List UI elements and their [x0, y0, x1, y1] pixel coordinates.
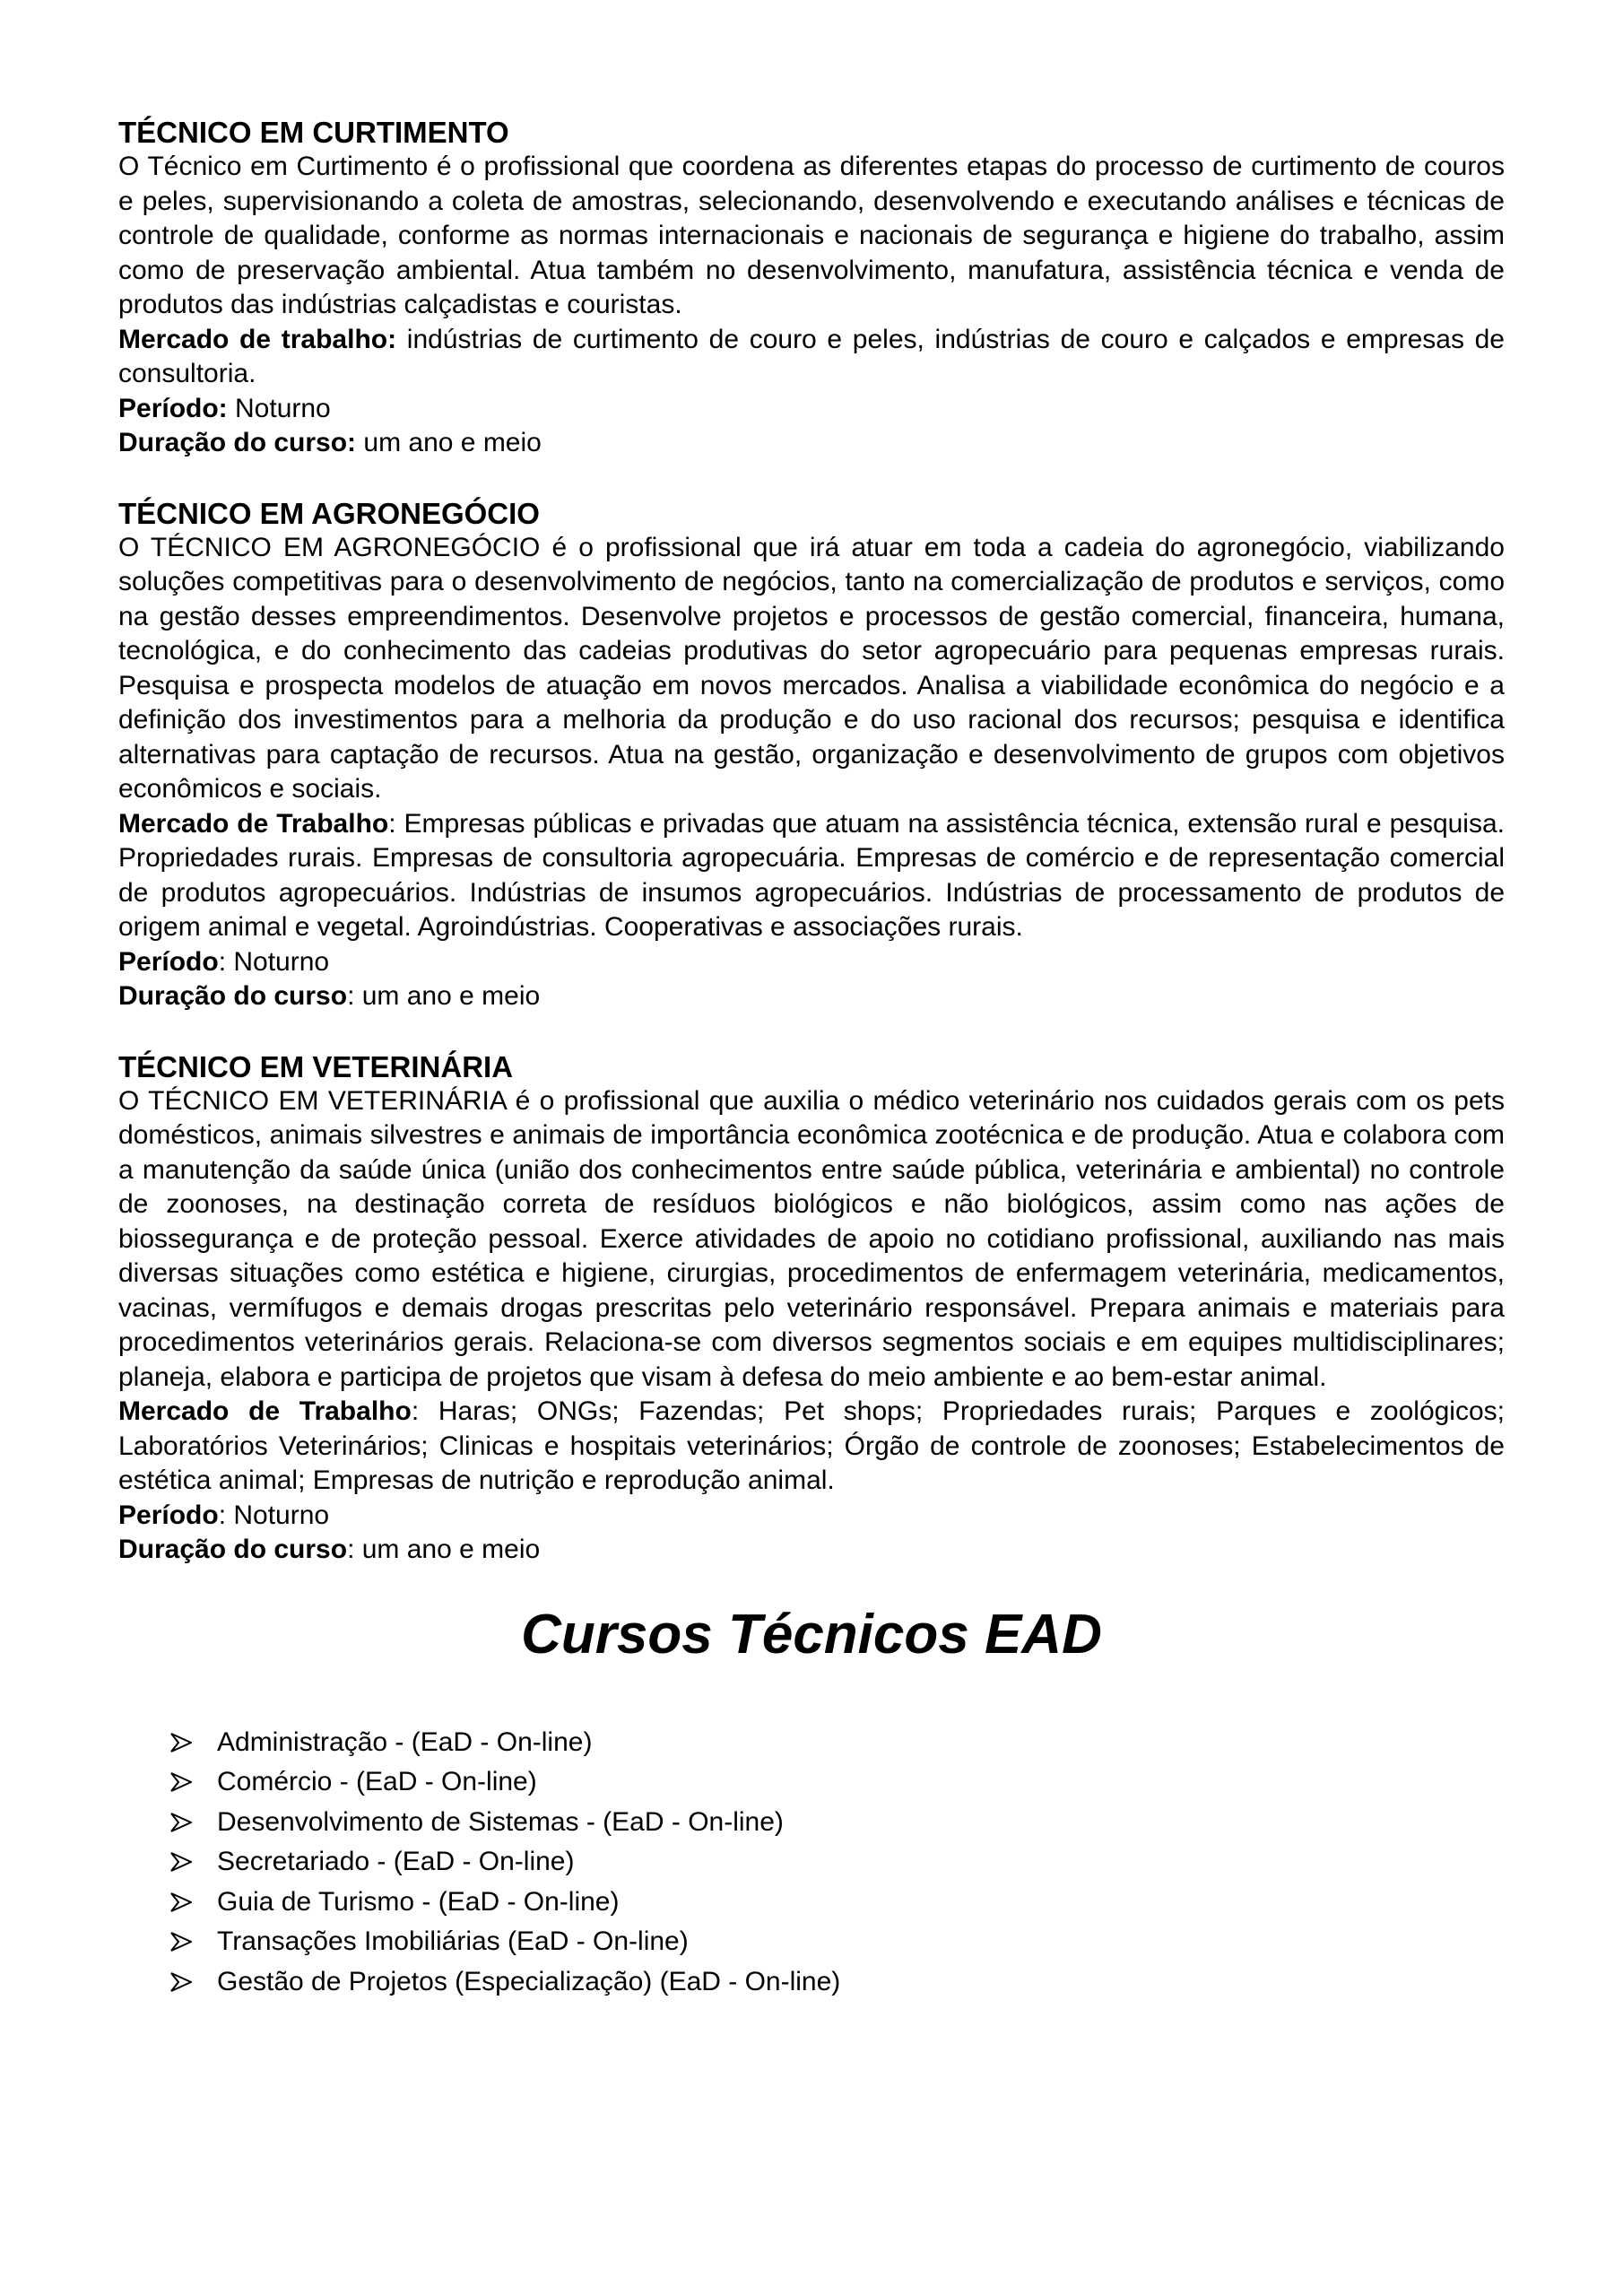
course-description: O Técnico em Curtimento é o profissional que coordena as diferentes etapas do processo de curtimento de couros e peles, supervisionando a coleta de amostras, selecionando, desenvolvendo e executando análises e técnicas de controle de qualidade, conforme as normas internacionais e nacionais de segurança e higiene do trabalho, assim como de preservação ambiental. Atua também no desenvolvimento, manufatura, assistência técnica e venda de produtos das indústrias calçadistas e couristas. [118, 152, 1505, 319]
duration-text: : um ano e meio [347, 981, 541, 1011]
arrowhead-bullet-icon [170, 1972, 206, 1992]
course-description: O TÉCNICO EM AGRONEGÓCIO é o profissional que irá atuar em toda a cadeia do agronegócio, viabilizando soluções competitivas para o desenvolvimento de negócios, tanto na comercialização de produtos e serviços, como na gestão desses empreendimentos. Desenvolve projetos e processos de gestão comercial, financeira, humana, tecnológica, e do conhecimento das cadeias produtivas do setor agropecuário para pequenas empresas rurais. Pesquisa e prospecta modelos de atuação em novos mercados. Analisa a viabilidade econômica do negócio e a definição dos investimentos para a melhoria da produção e do uso racional dos recursos; pesquisa e identifica alternativas para captação de recursos. Atua na gestão, organização e desenvolvimento de grupos com objetivos econômicos e sociais. [118, 532, 1505, 804]
course-section-curtimento [118, 115, 1505, 461]
duration [118, 979, 1505, 1014]
duration-text: : um ano e meio [347, 1535, 541, 1564]
course-description: O TÉCNICO EM VETERINÁRIA é o profissional que auxilia o médico veterinário nos cuidados gerais com os pets domésticos, animais silvestres e animais de importância econômica zootécnica e de produção. Atua e colabora com a manutenção da saúde única (união dos conhecimentos entre saúde pública, veterinária e ambiental) no controle de zoonoses, na destinação correta de resíduos biológicos e não biológicos, assim como nas ações de biossegurança e de proteção pessoal. Exerce atividades de apoio no cotidiano profissional, auxiliando nas mais diversas situações como estética e higiene, cirurgias, procedimentos de enfermagem veterinária, medicamentos, vacinas, vermífugos e demais drogas prescritas pelo veterinário responsável. Prepara animais e materiais para procedimentos veterinários gerais. Relaciona-se com diversos segmentos sociais e em equipes multidisciplinares; planeja, elabora e participa de projetos que visam à defesa do meio ambiente e ao bem-estar animal. [118, 1085, 1505, 1392]
arrowhead-bullet-icon [170, 1932, 206, 1952]
period-text: Noturno [227, 393, 331, 423]
course-section-agronegocio [118, 496, 1505, 1014]
ead-course-label: Comércio - (EaD - On-line) [217, 1767, 537, 1796]
duration-label: Duração do curso [118, 1535, 348, 1564]
arrowhead-bullet-icon [170, 1733, 206, 1752]
duration-label: Duração do curso [118, 981, 348, 1011]
arrowhead-bullet-icon [170, 1772, 206, 1792]
arrowhead-bullet-icon [170, 1892, 206, 1912]
period-label: Período [118, 1500, 219, 1530]
ead-course-item [170, 1883, 1505, 1923]
ead-course-label: Transações Imobiliárias (EaD - On-line) [217, 1926, 689, 1956]
ead-course-item [170, 1803, 1505, 1843]
document-page [118, 115, 1505, 2002]
course-title: TÉCNICO EM CURTIMENTO [118, 116, 509, 149]
job-market-label: Mercado de Trabalho [118, 808, 389, 839]
job-market [118, 323, 1505, 392]
ead-course-item [170, 1762, 1505, 1803]
period-text: : Noturno [218, 946, 330, 977]
job-market-text: indústrias de curtimento de couro e peles, indústrias de couro e calçados e empresas de consultoria. [118, 324, 1505, 388]
duration [118, 1533, 1505, 1568]
duration-text: um ano e meio [356, 428, 542, 457]
period-label: Período: [118, 393, 228, 423]
job-market-text: : Haras; ONGs; Fazendas; Pet shops; Propriedades rurais; Parques e zoológicos; Laboratórios Veterinários; Clinicas e hospitais veterinários; Órgão de controle de zoonoses; Estabelecimentos de estética animal; Empresas de nutrição e reprodução animal. [118, 1396, 1505, 1495]
ead-course-list [118, 1723, 1505, 2003]
period [118, 1499, 1505, 1534]
course-section-veterinaria [118, 1049, 1505, 1568]
job-market [118, 1395, 1505, 1499]
ead-course-item [170, 1723, 1505, 1763]
job-market-text: : Empresas públicas e privadas que atuam na assistência técnica, extensão rural e pesquisa. Propriedades rurais. Empresas de consultoria agropecuária. Empresas de comércio e de representação comercial de produtos agropecuários. Indústrias de insumos agropecuários. Indústrias de processamento de produtos de origem animal e vegetal. Agroindústrias. Cooperativas e associações rurais. [118, 808, 1505, 942]
ead-course-label: Guia de Turismo - (EaD - On-line) [217, 1886, 620, 1917]
arrowhead-bullet-icon [170, 1852, 206, 1872]
ead-course-label: Administração - (EaD - On-line) [217, 1726, 593, 1757]
job-market-label: Mercado de Trabalho [118, 1396, 412, 1426]
ead-course-item [170, 1922, 1505, 1962]
ead-course-item [170, 1962, 1505, 2003]
period [118, 945, 1505, 980]
job-market-label: Mercado de trabalho: [118, 324, 397, 354]
ead-course-item [170, 1842, 1505, 1883]
ead-heading: Cursos Técnicos EAD [521, 1603, 1102, 1665]
duration-label: Duração do curso: [118, 428, 357, 457]
period-text: : Noturno [218, 1500, 330, 1530]
arrowhead-bullet-icon [170, 1813, 206, 1832]
period-label: Período [118, 946, 219, 977]
ead-course-label: Secretariado - (EaD - On-line) [217, 1847, 575, 1876]
duration [118, 426, 1505, 461]
course-title: TÉCNICO EM AGRONEGÓCIO [118, 496, 540, 530]
course-title: TÉCNICO EM VETERINÁRIA [118, 1049, 514, 1083]
ead-course-label: Gestão de Projetos (Especialização) (EaD - On-line) [217, 1966, 841, 1996]
job-market [118, 807, 1505, 945]
period [118, 392, 1505, 427]
ead-course-label: Desenvolvimento de Sistemas - (EaD - On-line) [217, 1806, 784, 1837]
